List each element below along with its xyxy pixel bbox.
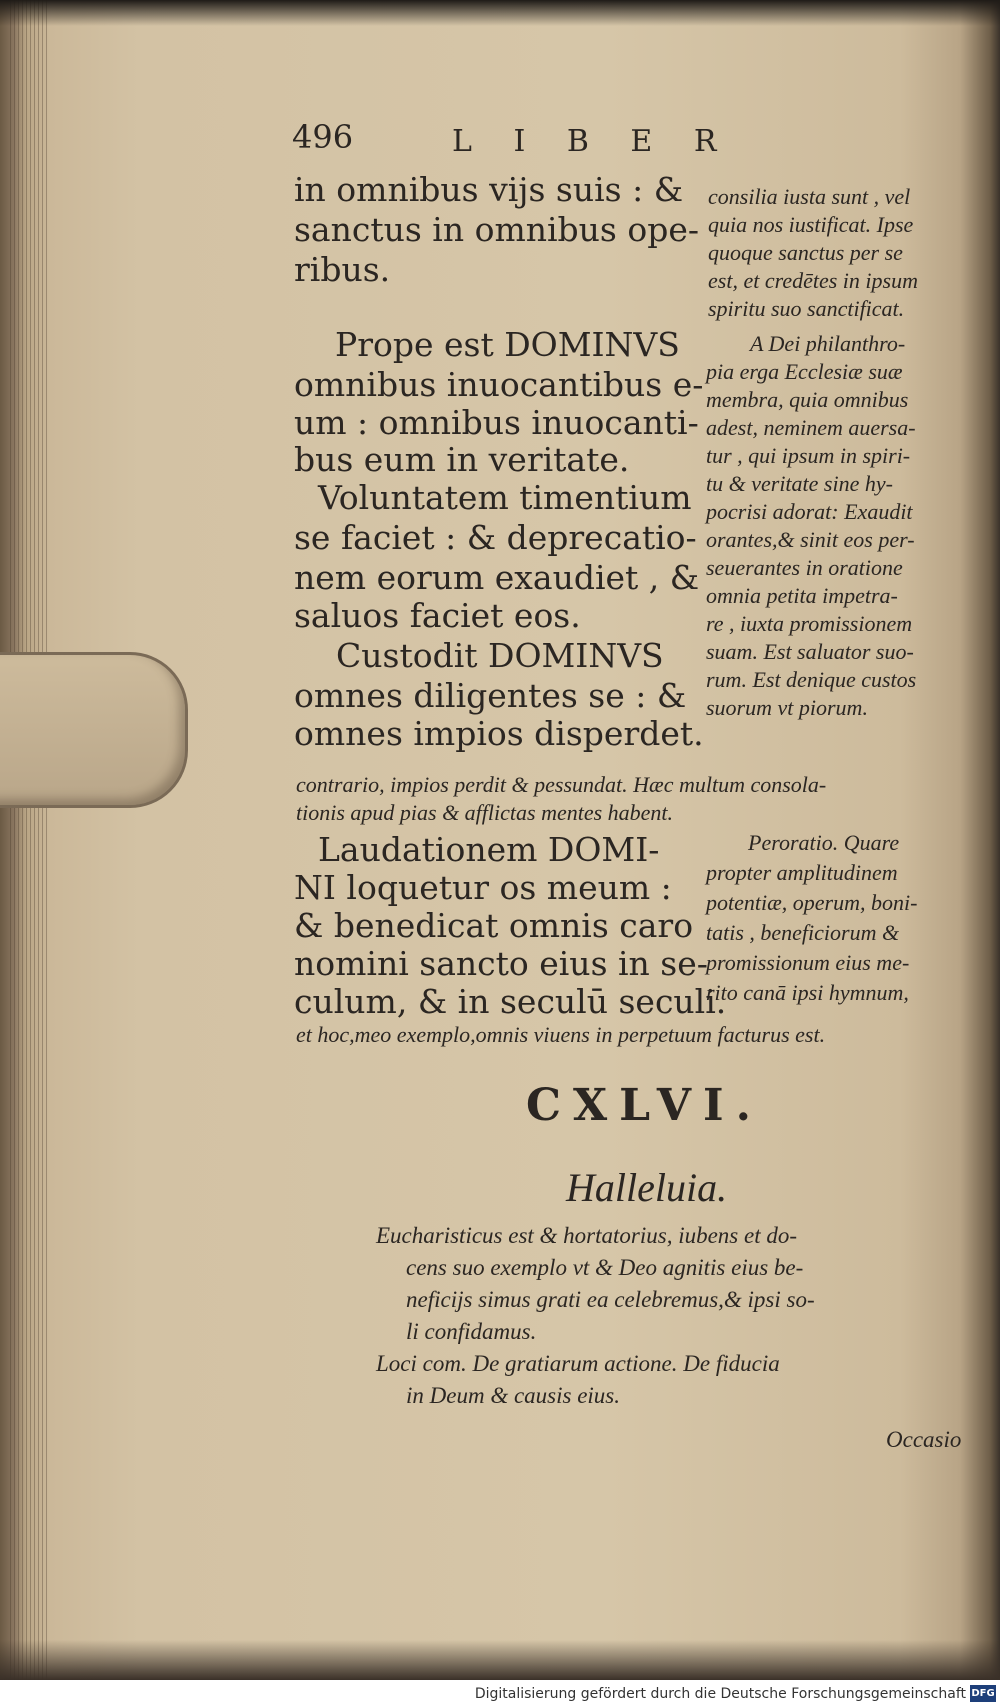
commentary-line: membra, quia omnibus [706,387,909,412]
catchword: Occasio [886,1427,962,1452]
commentary-line: orantes,& sinit eos per- [706,527,915,552]
commentary-line: promissionum eius me- [706,950,910,975]
commentary-line: consilia iusta sunt , vel [708,184,911,209]
psalm-line: omnes impios disperdet. [294,714,704,753]
psalm-line: nomini sancto eius in se- [294,944,708,983]
argument-line: cens suo exemplo vt & Deo agnitis eius be- [406,1255,804,1280]
commentary-line: spiritu suo sanctificat. [708,296,905,321]
funding-credit: Digitalisierung gefördert durch die Deutsche Forschungsgemeinschaft [474,1686,966,1702]
argument-line: li confidamus. [406,1319,537,1344]
psalm-line: Laudationem DOMI- [318,830,660,869]
psalm-line: NI loquetur os meum : [294,868,672,907]
psalm-line: ribus. [294,250,391,289]
psalm-line: Voluntatem timentium [318,478,692,517]
commentary-line: tionis apud pias & afflictas mentes habent. [296,800,674,825]
argument-line: Eucharisticus est & hortatorius, iubens et do- [376,1223,798,1248]
page-edge-stack [10,0,50,1680]
footer-bar [0,1680,1000,1708]
commentary-line: Peroratio. Quare [748,830,900,855]
commentary-line: tur , qui ipsum in spiri- [706,443,911,468]
loci-line: Loci com. De gratiarum actione. De fiducia [376,1351,780,1376]
commentary-line: adest, neminem auersa- [706,415,916,440]
psalm-line: bus eum in veritate. [294,440,630,479]
commentary-line: quia nos iustificat. Ipse [708,212,914,237]
bookmark-tab [0,652,188,808]
dfg-logo: DFG [970,1685,996,1702]
commentary-line: potentiæ, operum, boni- [706,890,918,915]
psalm-line: Prope est DOMINVS [335,325,680,364]
commentary-line: rito canā ipsi hymnum, [706,980,909,1005]
commentary-line: suam. Est saluator suo- [706,639,914,664]
commentary-line: re , iuxta promissionem [706,611,913,636]
commentary-line: suorum vt piorum. [706,695,868,720]
chapter-title: Halleluia. [566,1165,728,1210]
top-shadow [0,0,1000,26]
commentary-line: est, et credētes in ipsum [708,268,918,293]
commentary-line: rum. Est denique custos [706,667,917,692]
commentary-line: tu & veritate sine hy- [706,471,893,496]
psalm-line: omnes diligentes se : & [294,676,687,715]
psalm-line: omnibus inuocantibus e- [294,365,704,404]
psalm-line: um : omnibus inuocanti- [294,403,699,442]
commentary-line: pocrisi adorat: Exaudit [706,499,913,524]
psalm-line: & benedicat omnis caro [294,906,694,945]
psalm-line: culum, & in seculū seculi. [294,982,727,1021]
psalm-line: nem eorum exaudiet , & [294,558,700,597]
running-title: L I B E R [452,124,733,159]
psalm-line: Custodit DOMINVS [336,636,664,675]
psalm-line: saluos faciet eos. [294,596,581,635]
loci-line: in Deum & causis eius. [406,1383,621,1408]
psalm-line: se faciet : & deprecatio- [294,518,697,557]
page-number: 496 [292,118,354,156]
commentary-line: seuerantes in oratione [706,555,903,580]
commentary-line: contrario, impios perdit & pessundat. Hæc multum consola- [296,772,827,797]
psalm-line: sanctus in omnibus ope- [294,210,700,249]
commentary-line: pia erga Ecclesiæ suæ [706,359,903,384]
commentary-line: A Dei philanthro- [750,331,906,356]
chapter-number: CXLVI. [526,1080,763,1131]
commentary-line: et hoc,meo exemplo,omnis viuens in perpetuum facturus est. [296,1022,826,1047]
commentary-line: tatis , beneficiorum & [706,920,900,945]
commentary-line: quoque sanctus per se [708,240,903,265]
argument-line: neficijs simus grati ea celebremus,& ipsi so- [406,1287,815,1312]
psalm-line: in omnibus vijs suis : & [294,170,684,209]
commentary-line: omnia petita impetra- [706,583,898,608]
commentary-line: propter amplitudinem [706,860,898,885]
bottom-shadow [0,1640,1000,1680]
